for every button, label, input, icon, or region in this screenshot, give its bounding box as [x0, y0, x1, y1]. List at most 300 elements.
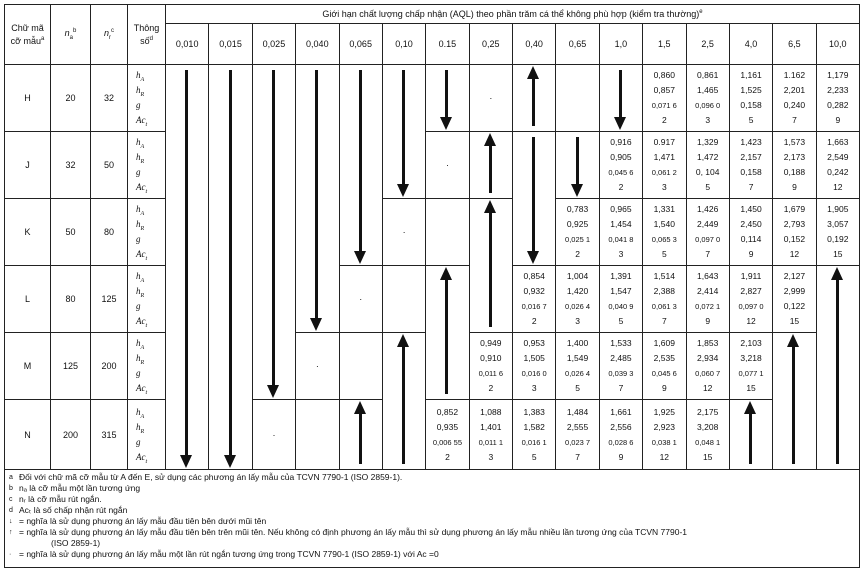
parameter-label-cell [128, 400, 166, 470]
arrow-down-icon [272, 70, 275, 387]
value-text: 0,023 7 [565, 437, 591, 447]
value-cell [513, 400, 556, 470]
value-text: 0,158 [740, 100, 762, 110]
value-cell [556, 266, 599, 333]
value-cell [686, 199, 729, 266]
value-text: 1,547 [610, 286, 632, 296]
footnote-mark: b [9, 485, 13, 492]
value-text: 0,038 1 [651, 437, 677, 447]
value-cell [643, 400, 686, 470]
value-cell [556, 199, 599, 266]
value-text: 0,953 [523, 338, 545, 348]
value-text: 2 [488, 383, 494, 393]
aql-level-header: 10,0 [816, 24, 859, 65]
value-text: 5 [661, 249, 667, 259]
value-text: 2,827 [740, 286, 762, 296]
empty-cell [339, 333, 382, 400]
value-text: 2 [661, 115, 667, 125]
empty-cell [426, 199, 469, 266]
value-text: 0,028 6 [608, 437, 634, 447]
value-text: 0,040 9 [608, 302, 634, 311]
value-text: 12 [702, 383, 713, 393]
aql-level-header: 0,10 [382, 24, 425, 65]
parameter-label: $h_A$ [136, 271, 145, 284]
parameter-label: $Ac_t$ [136, 115, 148, 128]
code-letter-cell: H [5, 65, 51, 132]
footnote-line [9, 527, 855, 538]
value-text: 9 [835, 115, 841, 125]
value-text: 1,925 [653, 406, 675, 417]
value-text: 1,161 [740, 70, 762, 80]
value-cell [643, 199, 686, 266]
footnote-line [9, 516, 855, 527]
value-text: 3 [705, 115, 711, 125]
parameter-label: $h_R$ [136, 85, 145, 98]
parameter-label-cell [128, 333, 166, 400]
value-text: 0,071 6 [651, 101, 677, 110]
value-cell [469, 333, 512, 400]
value-cell [816, 132, 859, 199]
value-text: 0.917 [653, 137, 675, 147]
value-text: 7 [705, 249, 711, 259]
value-cell [599, 266, 642, 333]
value-text: 2,549 [827, 152, 849, 162]
value-text: 15 [702, 451, 713, 462]
arrow-up-icon [359, 412, 362, 464]
value-text: 2,449 [697, 219, 719, 229]
parameter-header: Thông số$^d$ [128, 5, 166, 65]
arrow-cell [209, 65, 252, 470]
na-cell: 80 [51, 266, 91, 333]
aql-level-header: 1,0 [599, 24, 642, 65]
value-text: 0,016 1 [521, 437, 547, 447]
value-text: 1,329 [697, 137, 719, 147]
value-text: 7 [575, 451, 580, 462]
aql-level-header: 0,015 [209, 24, 252, 65]
arrow-down-icon [185, 70, 188, 457]
aql-level-header: 0,40 [513, 24, 556, 65]
value-cell [513, 333, 556, 400]
arrow-cell [339, 400, 382, 470]
value-text: 0,039 3 [608, 369, 634, 378]
value-text: 1,179 [827, 70, 849, 80]
value-text: 1,549 [566, 353, 589, 363]
value-text: 2,999 [783, 286, 806, 296]
footnote-text: nₐ là cỡ mẫu một lần tương ứng [19, 483, 141, 493]
value-text: 9 [661, 383, 667, 393]
aql-sampling-table [4, 4, 860, 470]
value-cell [816, 65, 859, 132]
aql-level-header: 1,5 [643, 24, 686, 65]
footnote-line [9, 549, 855, 560]
value-text: 1,472 [697, 152, 719, 162]
value-text: 2,173 [783, 152, 806, 162]
value-cell [599, 199, 642, 266]
value-text: 0,061 2 [651, 168, 677, 177]
value-text: 0, 104 [695, 167, 720, 177]
arrow-up-icon [402, 345, 405, 464]
value-text: 7 [792, 115, 797, 125]
footnote-line [9, 483, 855, 494]
value-text: 5 [705, 182, 711, 192]
value-text: 9 [705, 316, 711, 326]
parameter-label: $h_A$ [136, 70, 145, 83]
value-text: 3,208 [697, 421, 719, 432]
code-letter-cell: M [5, 333, 51, 400]
nr-cell: 50 [91, 132, 128, 199]
nr-cell: 80 [91, 199, 128, 266]
arrow-up-icon [836, 278, 839, 464]
value-text: 1,383 [523, 406, 545, 417]
value-text: 0,045 6 [608, 168, 634, 177]
value-text: 1,663 [827, 137, 849, 147]
footnote-mark: ↓ [9, 518, 13, 525]
value-text: 2,556 [610, 421, 632, 432]
value-text: 9 [792, 182, 797, 192]
value-cell [556, 333, 599, 400]
footnote-mark [9, 538, 19, 549]
table-row [5, 65, 860, 132]
value-text: 2,414 [697, 286, 719, 296]
value-cell [599, 400, 642, 470]
dot-marker: · [252, 400, 295, 470]
parameter-label-cell [128, 132, 166, 199]
arrow-cell [729, 400, 772, 470]
footnote-line [9, 494, 855, 505]
value-text: 1,533 [610, 338, 632, 348]
value-cell [556, 400, 599, 470]
na-cell: 125 [51, 333, 91, 400]
arrow-up-icon [489, 144, 492, 193]
arrow-cell [469, 132, 512, 199]
aql-level-header: 6,5 [773, 24, 816, 65]
arrow-down-icon [576, 137, 579, 186]
value-text: 0,783 [566, 204, 589, 214]
aql-level-header: 0,025 [252, 24, 295, 65]
value-text: 0,077 1 [738, 369, 764, 378]
value-text: 1,331 [653, 204, 675, 214]
value-text: 7 [618, 383, 624, 393]
nr-header: $n_r^c$ [91, 5, 128, 65]
value-cell [643, 132, 686, 199]
value-text: 2 [445, 451, 450, 462]
value-text: 0,011 1 [478, 437, 504, 447]
na-header: $n_a^b$ [51, 5, 91, 65]
value-text: 0,240 [783, 100, 806, 110]
footnote-text: (ISO 2859-1) [51, 538, 101, 548]
value-text: 2,923 [653, 421, 675, 432]
table-row [5, 199, 860, 266]
aql-level-header: 0,25 [469, 24, 512, 65]
aql-level-header: 0.15 [426, 24, 469, 65]
code-letter-cell: J [5, 132, 51, 199]
empty-cell [556, 65, 599, 132]
na-cell: 32 [51, 132, 91, 199]
value-text: 1,905 [827, 204, 849, 214]
value-text: 1,465 [697, 85, 719, 95]
arrow-cell [382, 65, 425, 199]
value-text: 0,916 [610, 137, 632, 147]
value-cell [513, 266, 556, 333]
value-text: 1,514 [653, 271, 675, 281]
value-cell [686, 333, 729, 400]
parameter-label: g [136, 301, 141, 311]
value-text: 0,097 0 [738, 302, 764, 311]
value-text: 2,388 [653, 286, 675, 296]
aql-level-header: 0,010 [166, 24, 209, 65]
arrow-down-icon [229, 70, 232, 457]
value-text: 2,555 [566, 421, 589, 432]
na-cell: 50 [51, 199, 91, 266]
value-cell [643, 333, 686, 400]
value-cell [816, 199, 859, 266]
value-text: 1,643 [697, 271, 719, 281]
value-cell [729, 333, 772, 400]
parameter-label: g [136, 167, 141, 177]
parameter-label: g [136, 234, 141, 244]
value-text: 1,391 [610, 271, 632, 281]
parameter-label: $h_A$ [136, 137, 145, 150]
value-text: 0,048 1 [695, 437, 721, 447]
table-row [5, 132, 860, 199]
value-cell [686, 65, 729, 132]
value-text: 1,400 [566, 338, 589, 348]
value-text: 0,910 [480, 353, 502, 363]
value-cell [729, 199, 772, 266]
value-text: 0,061 3 [651, 302, 677, 311]
value-text: 0,026 4 [565, 369, 591, 378]
value-text: 1,420 [566, 286, 589, 296]
value-text: 2,535 [653, 353, 675, 363]
arrow-cell [426, 266, 469, 400]
table-row [5, 400, 860, 470]
value-cell [599, 333, 642, 400]
value-text: 0,026 4 [565, 302, 591, 311]
value-text: 1,609 [653, 338, 675, 348]
parameter-label: $Ac_t$ [136, 451, 148, 465]
value-cell [686, 266, 729, 333]
value-text: 0,072 1 [695, 302, 721, 311]
value-cell [686, 132, 729, 199]
value-text: 2,201 [783, 85, 806, 95]
arrow-up-icon [489, 211, 492, 327]
footnote-mark: d [9, 507, 13, 514]
parameter-label: $Ac_t$ [136, 383, 148, 396]
value-text: 2 [618, 182, 624, 192]
footnote-line [9, 505, 855, 516]
aql-level-header: 0,040 [296, 24, 339, 65]
footnote-line [9, 538, 855, 549]
dot-marker: · [382, 199, 425, 266]
value-text: 1,911 [740, 271, 762, 281]
aql-level-header: 2,5 [686, 24, 729, 65]
value-text: 1,423 [740, 137, 762, 147]
nr-cell: 315 [91, 400, 128, 470]
parameter-label-cell [128, 266, 166, 333]
value-text: 5 [531, 451, 537, 462]
footnote-mark: a [9, 474, 13, 481]
value-text: 3 [618, 249, 624, 259]
value-text: 0,188 [783, 167, 806, 177]
arrow-cell [296, 65, 339, 333]
value-text: 2,934 [697, 353, 719, 363]
value-text: 0,045 6 [651, 369, 677, 378]
arrow-cell [599, 65, 642, 132]
value-cell [426, 400, 469, 470]
footnote-text: = nghĩa là sử dụng phương án lấy mẫu đầu tiên bên dưới mũi tên [19, 516, 267, 526]
value-text: 12 [659, 451, 670, 462]
footnote-text: = nghĩa là sử dụng phương án lấy mẫu đầu tiên bên trên mũi tên. Nếu không có định phương án lấy mẫu thì sử dụng phương án lấy mẫu nhiều lần tương ứng của TCVN 7790-1 [19, 527, 688, 537]
value-text: 2,127 [783, 271, 806, 281]
value-text: 3,218 [740, 353, 762, 363]
value-text: 1,004 [566, 271, 589, 281]
arrow-cell [816, 266, 859, 470]
value-cell [773, 266, 816, 333]
value-text: 1,661 [610, 406, 632, 417]
value-cell [729, 266, 772, 333]
arrow-cell [426, 65, 469, 132]
value-text: 15 [789, 316, 800, 326]
arrow-down-icon [402, 70, 405, 186]
value-cell [773, 65, 816, 132]
value-text: 0,854 [523, 271, 545, 281]
table-row [5, 266, 860, 333]
value-text: 0,857 [653, 85, 675, 95]
parameter-label: $h_A$ [136, 338, 145, 351]
value-cell [773, 132, 816, 199]
nr-cell: 125 [91, 266, 128, 333]
value-text: 5 [575, 383, 580, 393]
value-text: 1.162 [783, 70, 806, 80]
value-text: 0,158 [740, 167, 762, 177]
value-text: 0,025 1 [565, 235, 591, 244]
dot-marker: · [469, 65, 512, 132]
footnote-text: = nghĩa là sử dụng phương án lấy mẫu một lần rút ngắn tương ứng trong TCVN 7790-1 (ISO 2859-1) với Ac =0 [19, 549, 439, 559]
value-text: 1,088 [480, 406, 502, 417]
value-text: 0,282 [827, 100, 849, 110]
value-text: 0,011 6 [478, 369, 504, 378]
value-text: 1,484 [566, 406, 589, 417]
arrow-up-icon [792, 345, 795, 464]
dot-marker: · [339, 266, 382, 333]
value-text: 0,016 7 [521, 302, 547, 311]
arrow-cell [513, 132, 556, 266]
value-text: 3 [661, 182, 667, 192]
footnote-mark: ↑ [9, 529, 13, 536]
value-text: 1,471 [653, 152, 675, 162]
parameter-label: $Ac_t$ [136, 249, 148, 262]
value-text: 12 [789, 249, 800, 259]
value-text: 1,573 [783, 137, 806, 147]
code-letter-header: Chữ mã cỡ mẫu$^a$ [5, 5, 51, 65]
value-text: 1,582 [523, 421, 545, 432]
value-text: 1,426 [697, 204, 719, 214]
nr-cell: 200 [91, 333, 128, 400]
value-text: 2 [531, 316, 537, 326]
arrow-cell [556, 132, 599, 199]
value-text: 0,097 0 [695, 235, 721, 244]
arrow-up-icon [749, 412, 752, 464]
parameter-label: $h_R$ [136, 353, 145, 366]
arrow-cell [513, 65, 556, 132]
code-letter-cell: L [5, 266, 51, 333]
parameter-label: $h_R$ [136, 152, 145, 165]
arrow-down-icon [359, 70, 362, 253]
value-cell [686, 400, 729, 470]
value-text: 0,096 0 [695, 101, 721, 110]
parameter-label: g [136, 100, 141, 110]
empty-cell [296, 400, 339, 470]
value-text: 0,932 [523, 286, 545, 296]
footnote-line [9, 472, 855, 483]
parameter-label: g [136, 368, 141, 378]
value-text: 1,450 [740, 204, 762, 214]
value-text: 0,861 [697, 70, 719, 80]
arrow-cell [773, 333, 816, 470]
parameter-label: $h_R$ [136, 219, 145, 232]
value-text: 2,793 [783, 219, 806, 229]
arrow-down-icon [445, 70, 448, 119]
value-text: 3,057 [827, 219, 849, 229]
arrow-cell [382, 333, 425, 470]
arrow-down-icon [315, 70, 318, 320]
value-cell [643, 266, 686, 333]
value-text: 12 [746, 316, 756, 326]
footnote-text: Đối với chữ mã cỡ mẫu từ A đến E, sử dụng các phương án lấy mẫu của TCVN 7790-1 (ISO 2859-1). [19, 472, 403, 482]
value-text: 1,454 [610, 219, 632, 229]
value-text: 0,016 0 [521, 369, 547, 378]
value-text: 2,450 [740, 219, 762, 229]
aql-level-header: 0,065 [339, 24, 382, 65]
value-text: 0,852 [436, 406, 459, 417]
value-text: 12 [833, 182, 843, 192]
value-cell [773, 199, 816, 266]
empty-cell [382, 266, 425, 333]
value-text: 0,905 [610, 152, 632, 162]
value-text: 9 [618, 451, 624, 462]
value-text: 2,485 [610, 353, 632, 363]
footnote-text: nᵣ là cỡ mẫu rút ngắn. [19, 494, 102, 504]
parameter-label-cell [128, 65, 166, 132]
value-text: 0,860 [653, 70, 675, 80]
value-text: 2,157 [740, 152, 762, 162]
nr-cell: 32 [91, 65, 128, 132]
value-text: 0,041 8 [608, 235, 634, 244]
arrow-cell [469, 199, 512, 333]
value-text: 5 [748, 115, 754, 125]
aql-level-header: 0,65 [556, 24, 599, 65]
value-text: 1,540 [653, 219, 675, 229]
value-text: 0,114 [740, 234, 762, 244]
footnote-mark: · [9, 551, 12, 558]
dot-marker: · [296, 333, 339, 400]
value-text: 1,525 [740, 85, 762, 95]
arrow-down-icon [619, 70, 622, 119]
value-text: 0,060 7 [695, 369, 721, 378]
value-text: 0,242 [827, 167, 849, 177]
value-text: 1,853 [697, 338, 719, 348]
parameter-label: $Ac_t$ [136, 316, 148, 329]
value-text: 7 [748, 182, 754, 192]
value-text: 0,925 [566, 219, 589, 229]
parameter-label: $h_R$ [136, 286, 145, 299]
arrow-up-icon [532, 77, 535, 126]
value-text: 1,679 [783, 204, 806, 214]
aql-band-header: Giới hạn chất lượng chấp nhận (AQL) theo phần trăm cá thể không phù hợp (kiểm tra thường)$^e$ [166, 5, 860, 24]
parameter-label: $Ac_t$ [136, 182, 148, 195]
value-text: 2 [575, 249, 580, 259]
footnote-text: Acₜ là số chấp nhận rút ngắn [19, 505, 128, 515]
